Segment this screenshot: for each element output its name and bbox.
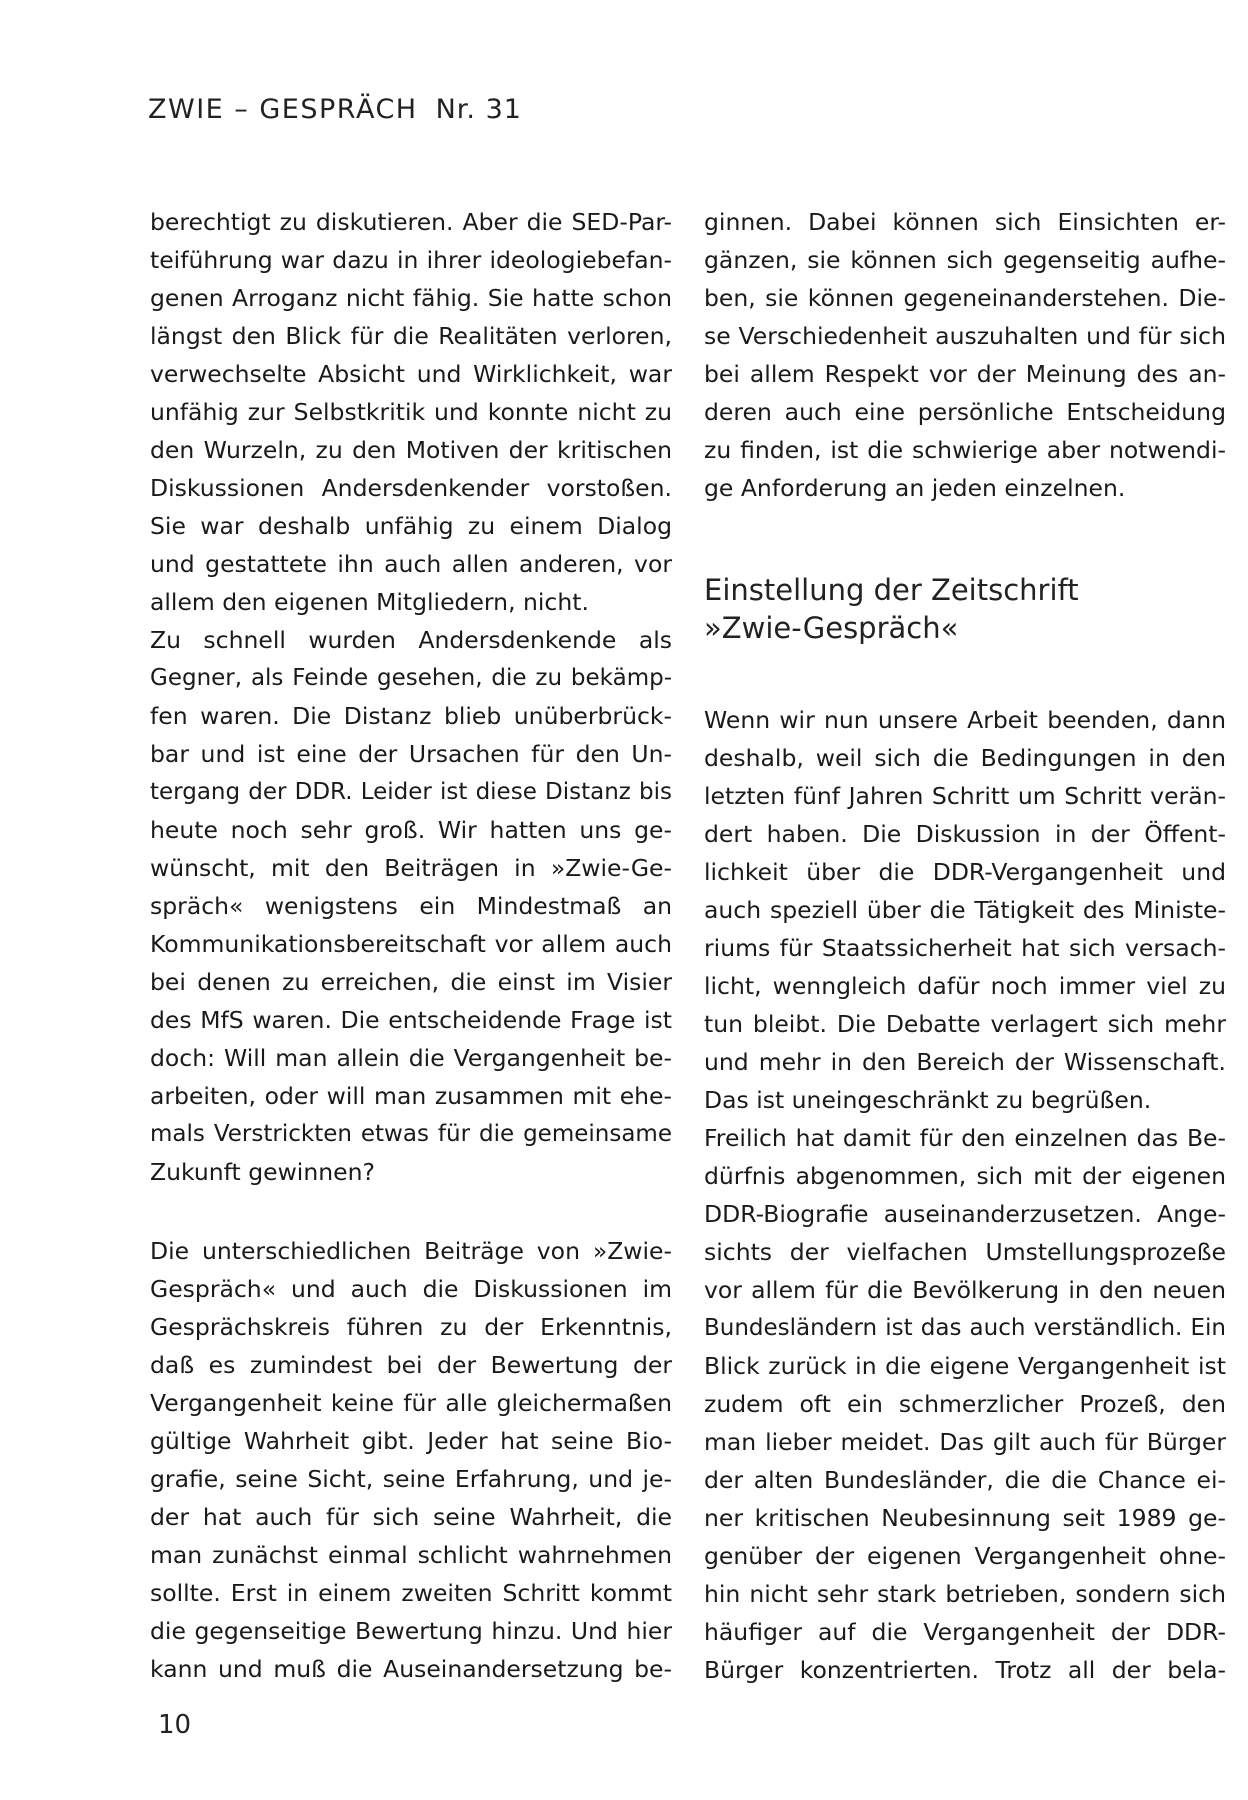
- text-line: Die unterschiedlichen Beiträge von »Zwie-: [150, 1237, 672, 1265]
- text-line: deshalb, weil sich die Bedingungen in den: [704, 744, 1226, 772]
- text-line: arbeiten, oder will man zusammen mit ehe-: [150, 1082, 672, 1110]
- text-line: vor allem für die Bevölkerung in den neuen: [704, 1276, 1226, 1304]
- paragraph: [150, 621, 672, 1191]
- text-line: bei denen zu erreichen, die einst im Visier: [150, 968, 672, 996]
- text-line: der alten Bundesländer, die die Chance ei-: [704, 1466, 1226, 1494]
- text-line: Bundesländern ist das auch verständlich. Ein: [704, 1315, 1226, 1341]
- text-line: gänzen, sie können sich gegenseitig aufhe-: [704, 246, 1226, 274]
- text-line: Bürger konzentrierten. Trotz all der bela-: [704, 1656, 1226, 1684]
- text-line: lichkeit über die DDR-Vergangenheit und: [704, 858, 1226, 886]
- text-line: riums für Staatssicherheit hat sich versach-: [704, 934, 1226, 962]
- text-line: Vergangenheit keine für alle gleichermaßen: [150, 1389, 672, 1417]
- text-line: bar und ist eine der Ursachen für den Un-: [150, 740, 672, 768]
- text-line: Sie war deshalb unfähig zu einem Dialog: [150, 512, 672, 540]
- page-number: 10: [158, 1710, 192, 1740]
- text-line: doch: Will man allein die Vergangenheit be-: [150, 1044, 672, 1072]
- text-line: unfähig zur Selbstkritik und konnte nicht zu: [150, 398, 672, 426]
- text-line: heute noch sehr groß. Wir hatten uns ge-: [150, 816, 672, 844]
- text-line: grafie, seine Sicht, seine Erfahrung, und je-: [150, 1465, 672, 1493]
- text-line: ginnen. Dabei können sich Einsichten er-: [704, 208, 1226, 236]
- text-line: allem den eigenen Mitgliedern, nicht.: [150, 588, 589, 616]
- text-line: hin nicht sehr stark betrieben, sondern sich: [704, 1580, 1226, 1608]
- text-line: den Wurzeln, zu den Motiven der kritischen: [150, 436, 672, 464]
- issue-number: Nr. 31: [435, 94, 522, 125]
- text-line: bei allem Respekt vor der Meinung des an-: [704, 360, 1226, 388]
- text-line: genen Arroganz nicht fähig. Sie hatte schon: [150, 284, 672, 312]
- right-column: [704, 203, 1226, 1689]
- text-line: Freilich hat damit für den einzelnen das Be-: [704, 1124, 1226, 1152]
- text-line: gültige Wahrheit gibt. Jeder hat seine Bio-: [150, 1427, 672, 1455]
- text-line: Das ist uneingeschränkt zu begrüßen.: [704, 1086, 1152, 1114]
- text-line: verwechselte Absicht und Wirklichkeit, war: [150, 360, 672, 388]
- text-line: Kommunikationsbereitschaft vor allem auch: [150, 930, 672, 958]
- text-line: dürfnis abgenommen, sich mit der eigenen: [704, 1162, 1226, 1190]
- text-line: teiführung war dazu in ihrer ideologiebefan-: [150, 246, 672, 274]
- left-column: [150, 203, 672, 1688]
- text-line: und gestattete ihn auch allen anderen, vor: [150, 550, 672, 578]
- paragraph: [704, 203, 1226, 507]
- text-line: des MfS waren. Die entscheidende Frage ist: [150, 1006, 672, 1034]
- text-line: man lieber meidet. Das gilt auch für Bürger: [704, 1428, 1226, 1456]
- text-line: genüber der eigenen Vergangenheit ohne-: [704, 1542, 1226, 1570]
- text-line: deren auch eine persönliche Entscheidung: [704, 398, 1226, 426]
- paragraph: [704, 701, 1226, 1119]
- text-line: Gesprächskreis führen zu der Erkenntnis,: [150, 1313, 672, 1341]
- text-line: man zunächst einmal schlicht wahrnehmen: [150, 1541, 672, 1569]
- text-line: und mehr in den Bereich der Wissenschaft.: [704, 1048, 1226, 1076]
- text-line: daß es zumindest bei der Bewertung der: [150, 1351, 672, 1379]
- text-line: mals Verstrickten etwas für die gemeinsame: [150, 1121, 672, 1147]
- paragraph: [704, 1119, 1226, 1689]
- text-line: licht, wenngleich dafür noch immer viel zu: [704, 972, 1226, 1000]
- text-line: kann und muß die Auseinandersetzung be-: [150, 1655, 672, 1683]
- section-heading: [704, 571, 1226, 647]
- text-line: Wenn wir nun unsere Arbeit beenden, dann: [704, 706, 1226, 734]
- text-line: DDR-Biografie auseinanderzusetzen. Ange-: [704, 1200, 1226, 1228]
- text-line: letzten fünf Jahren Schritt um Schritt verän-: [704, 782, 1226, 810]
- text-line: Gespräch« und auch die Diskussionen im: [150, 1275, 672, 1303]
- text-line: häufiger auf die Vergangenheit der DDR-: [704, 1618, 1226, 1646]
- text-line: Zukunft gewinnen?: [150, 1158, 375, 1186]
- text-line: die gegenseitige Bewertung hinzu. Und hier: [150, 1617, 672, 1645]
- text-line: spräch« wenigstens ein Mindestmaß an: [150, 892, 672, 920]
- text-line: längst den Blick für die Realitäten verloren,: [150, 322, 672, 350]
- text-line: ge Anforderung an jeden einzelnen.: [704, 474, 1126, 502]
- heading-line: Einstellung der Zeitschrift: [704, 573, 1079, 607]
- text-line: Zu schnell wurden Andersdenkende als: [150, 626, 672, 654]
- text-line: se Verschiedenheit auszuhalten und für sich: [704, 322, 1226, 350]
- text-line: der hat auch für sich seine Wahrheit, die: [150, 1503, 672, 1531]
- running-header: [148, 94, 522, 125]
- text-line: ben, sie können gegeneinanderstehen. Die-: [704, 284, 1226, 312]
- text-line: sollte. Erst in einem zweiten Schritt kommt: [150, 1579, 672, 1607]
- heading-line: »Zwie-Gespräch«: [704, 611, 959, 645]
- text-line: ner kritischen Neubesinnung seit 1989 ge-: [704, 1504, 1226, 1532]
- text-line: Blick zurück in die eigene Vergangenheit ist: [704, 1352, 1226, 1380]
- text-line: auch speziell über die Tätigkeit des Ministe-: [704, 896, 1226, 924]
- text-line: zu finden, ist die schwierige aber notwendi-: [704, 436, 1226, 464]
- text-line: fen waren. Die Distanz blieb unüberbrück-: [150, 702, 672, 730]
- paragraph: [150, 203, 672, 621]
- text-line: zudem oft ein schmerzlicher Prozeß, den: [704, 1390, 1226, 1418]
- text-line: Gegner, als Feinde gesehen, die zu bekämp-: [150, 665, 672, 691]
- text-line: Diskussionen Andersdenkender vorstoßen.: [150, 474, 672, 502]
- text-line: tergang der DDR. Leider ist diese Distanz bis: [150, 779, 672, 805]
- journal-title: ZWIE – GESPRÄCH: [148, 94, 418, 125]
- text-line: sichts der vielfachen Umstellungsprozeße: [704, 1238, 1226, 1266]
- text-line: berechtigt zu diskutieren. Aber die SED-Par-: [150, 208, 672, 236]
- paragraph: [150, 1232, 672, 1688]
- text-line: dert haben. Die Diskussion in der Öffent-: [704, 820, 1226, 848]
- text-line: tun bleibt. Die Debatte verlagert sich mehr: [704, 1010, 1226, 1038]
- text-line: wünscht, mit den Beiträgen in »Zwie-Ge-: [150, 854, 672, 882]
